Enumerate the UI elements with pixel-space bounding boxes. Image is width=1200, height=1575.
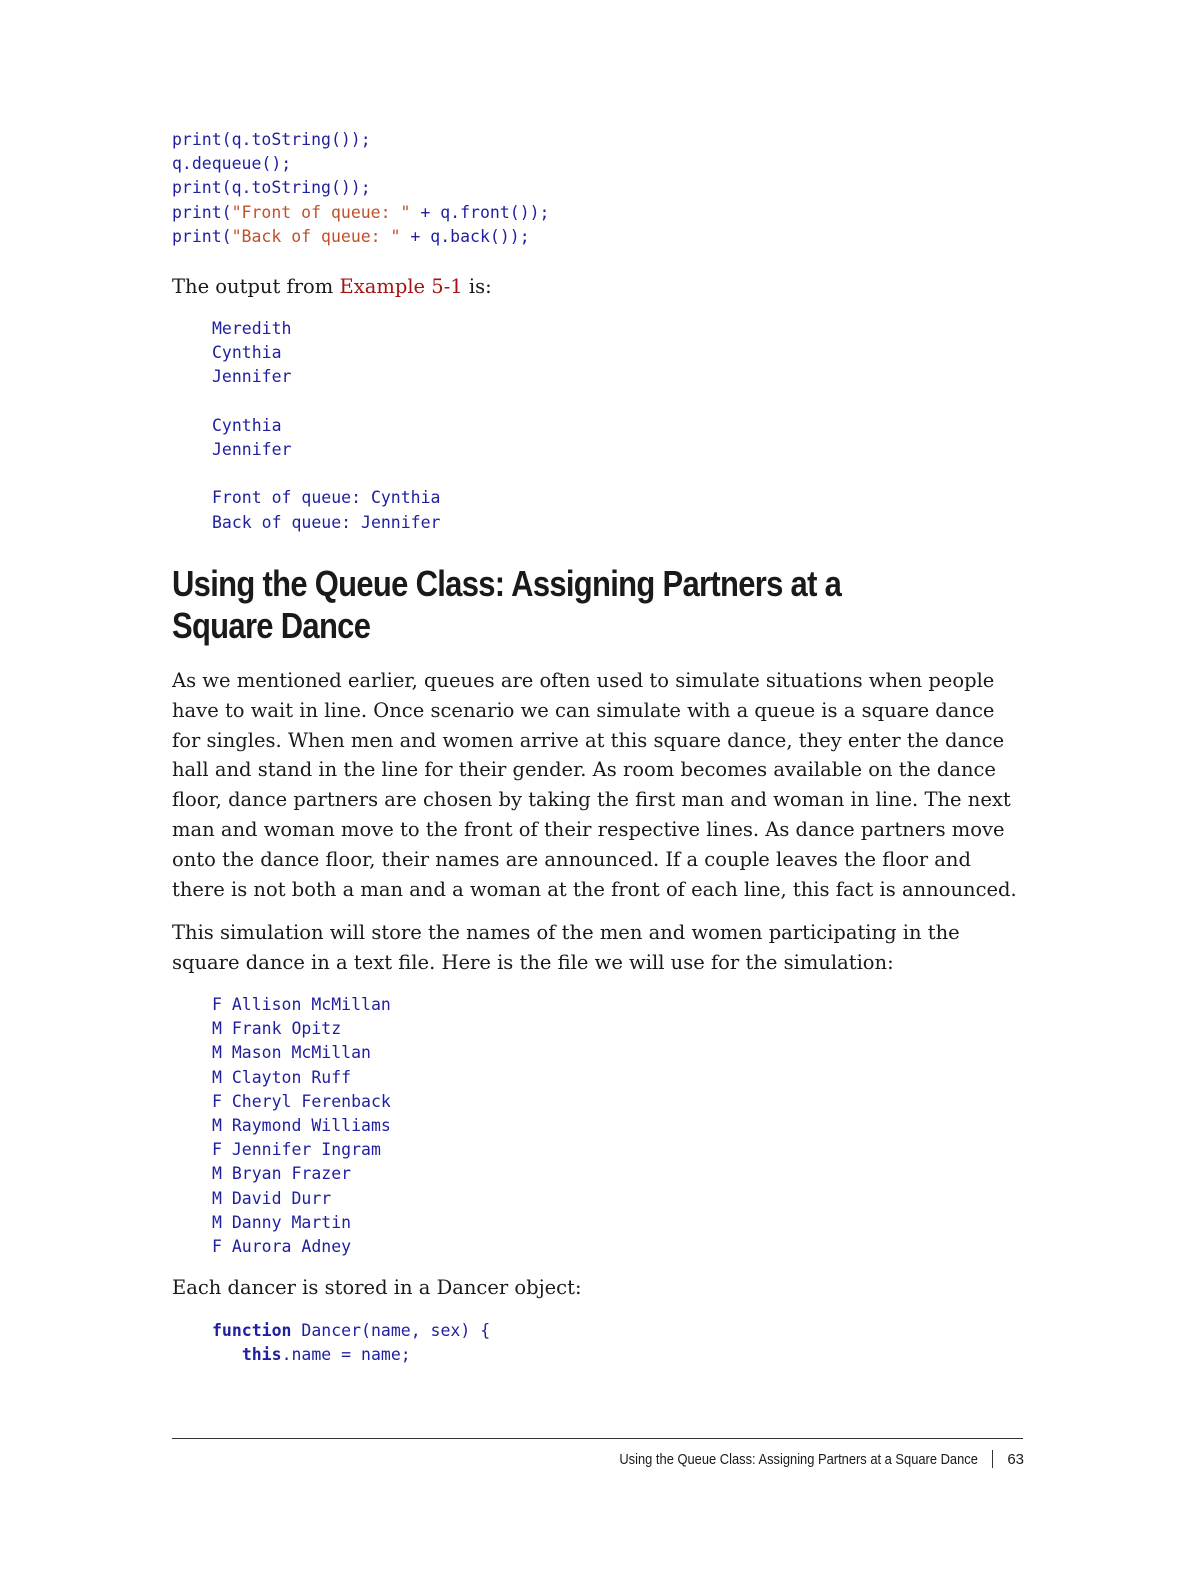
code-line <box>172 176 550 200</box>
code-string: "Back of queue: " <box>231 226 401 246</box>
output-line: Jennifer <box>212 367 292 387</box>
code-string: "Front of queue: " <box>231 202 411 222</box>
dancer-entry: F Allison McMillan <box>212 995 391 1014</box>
footer-running-title: Using the Queue Class: Assigning Partners at a Square Dance <box>619 1450 979 1468</box>
code-line <box>172 201 550 225</box>
code-keyword: function <box>212 1321 292 1340</box>
code-line <box>212 1343 490 1367</box>
code-output-block <box>212 317 440 535</box>
output-line <box>212 390 440 414</box>
code-token: Dancer(name, sex) { <box>291 1321 491 1340</box>
code-line <box>172 152 550 176</box>
code-listing-queue-test <box>172 128 550 249</box>
dancer-entry: M Clayton Ruff <box>212 1067 352 1087</box>
code-line <box>172 225 550 249</box>
output-intro-paragraph <box>172 272 1027 302</box>
dancer-entry: M Bryan Frazer <box>212 1164 352 1184</box>
code-token <box>212 1345 242 1364</box>
code-token: q.dequeue(); <box>172 154 292 174</box>
output-intro-text: The output from <box>172 275 340 298</box>
code-token: + q.back()); <box>400 226 530 246</box>
footer-separator <box>992 1450 993 1468</box>
simulation-paragraph: This simulation will store the names of the men and women participating in the square dance in a text file. Here is the file we will use for the simulation: <box>172 921 960 974</box>
page-number: 63 <box>1007 1450 1024 1468</box>
code-token: print(q.toString()); <box>172 130 371 149</box>
dancer-object-paragraph: Each dancer is stored in a Dancer object: <box>172 1276 582 1299</box>
output-line: Cynthia <box>212 343 282 363</box>
example-5-1-link[interactable]: Example 5-1 <box>339 275 463 298</box>
dancer-entry: F Aurora Adney <box>212 1236 352 1256</box>
dancer-constructor-code <box>212 1319 490 1367</box>
code-token: + q.front()); <box>410 202 550 222</box>
code-line <box>172 128 550 152</box>
dancers-file-listing <box>212 993 391 1259</box>
dancer-entry: M Frank Opitz <box>212 1019 342 1039</box>
dancer-entry: M Mason McMillan <box>212 1043 371 1063</box>
code-keyword: this <box>241 1345 282 1365</box>
intro-paragraph: As we mentioned earlier, queues are often used to simulate situations when people have to wait in line. Once scenario we can simulate with a queue is a square dance for singles. When men and women arrive at this square dance, they enter the dance hall and stand in the line for their gender. As room becomes available on the dance floor, dance partners are chosen by taking the first man and woman in line. The next man and woman move to the front of their respective lines. As dance partners move onto the dance floor, their names are announced. If a couple leaves the floor and there is not both a man and a woman at the front of each line, this fact is announced. <box>172 669 1017 901</box>
output-intro-suffix: is: <box>462 275 492 298</box>
output-line <box>212 462 440 486</box>
code-token: print( <box>172 202 232 222</box>
output-line: Back of queue: Jennifer <box>212 512 441 532</box>
code-line <box>212 1319 490 1343</box>
code-token: .name = name; <box>281 1345 411 1365</box>
output-line: Jennifer <box>212 439 292 459</box>
output-line: Front of queue: Cynthia <box>212 488 441 508</box>
footer-divider <box>172 1438 1023 1439</box>
dancer-entry: F Cheryl Ferenback <box>212 1091 391 1111</box>
code-token: print(q.toString()); <box>172 178 371 198</box>
output-line: Meredith <box>212 319 292 338</box>
page-footer <box>561 1450 1024 1468</box>
section-heading: Using the Queue Class: Assigning Partners at a Square Dance <box>172 563 842 646</box>
dancer-entry: M Danny Martin <box>212 1212 352 1232</box>
output-line: Cynthia <box>212 415 282 435</box>
dancer-entry: M David Durr <box>212 1188 332 1208</box>
dancer-entry: M Raymond Williams <box>212 1115 391 1135</box>
code-token: print( <box>172 226 232 246</box>
dancer-entry: F Jennifer Ingram <box>212 1140 381 1160</box>
